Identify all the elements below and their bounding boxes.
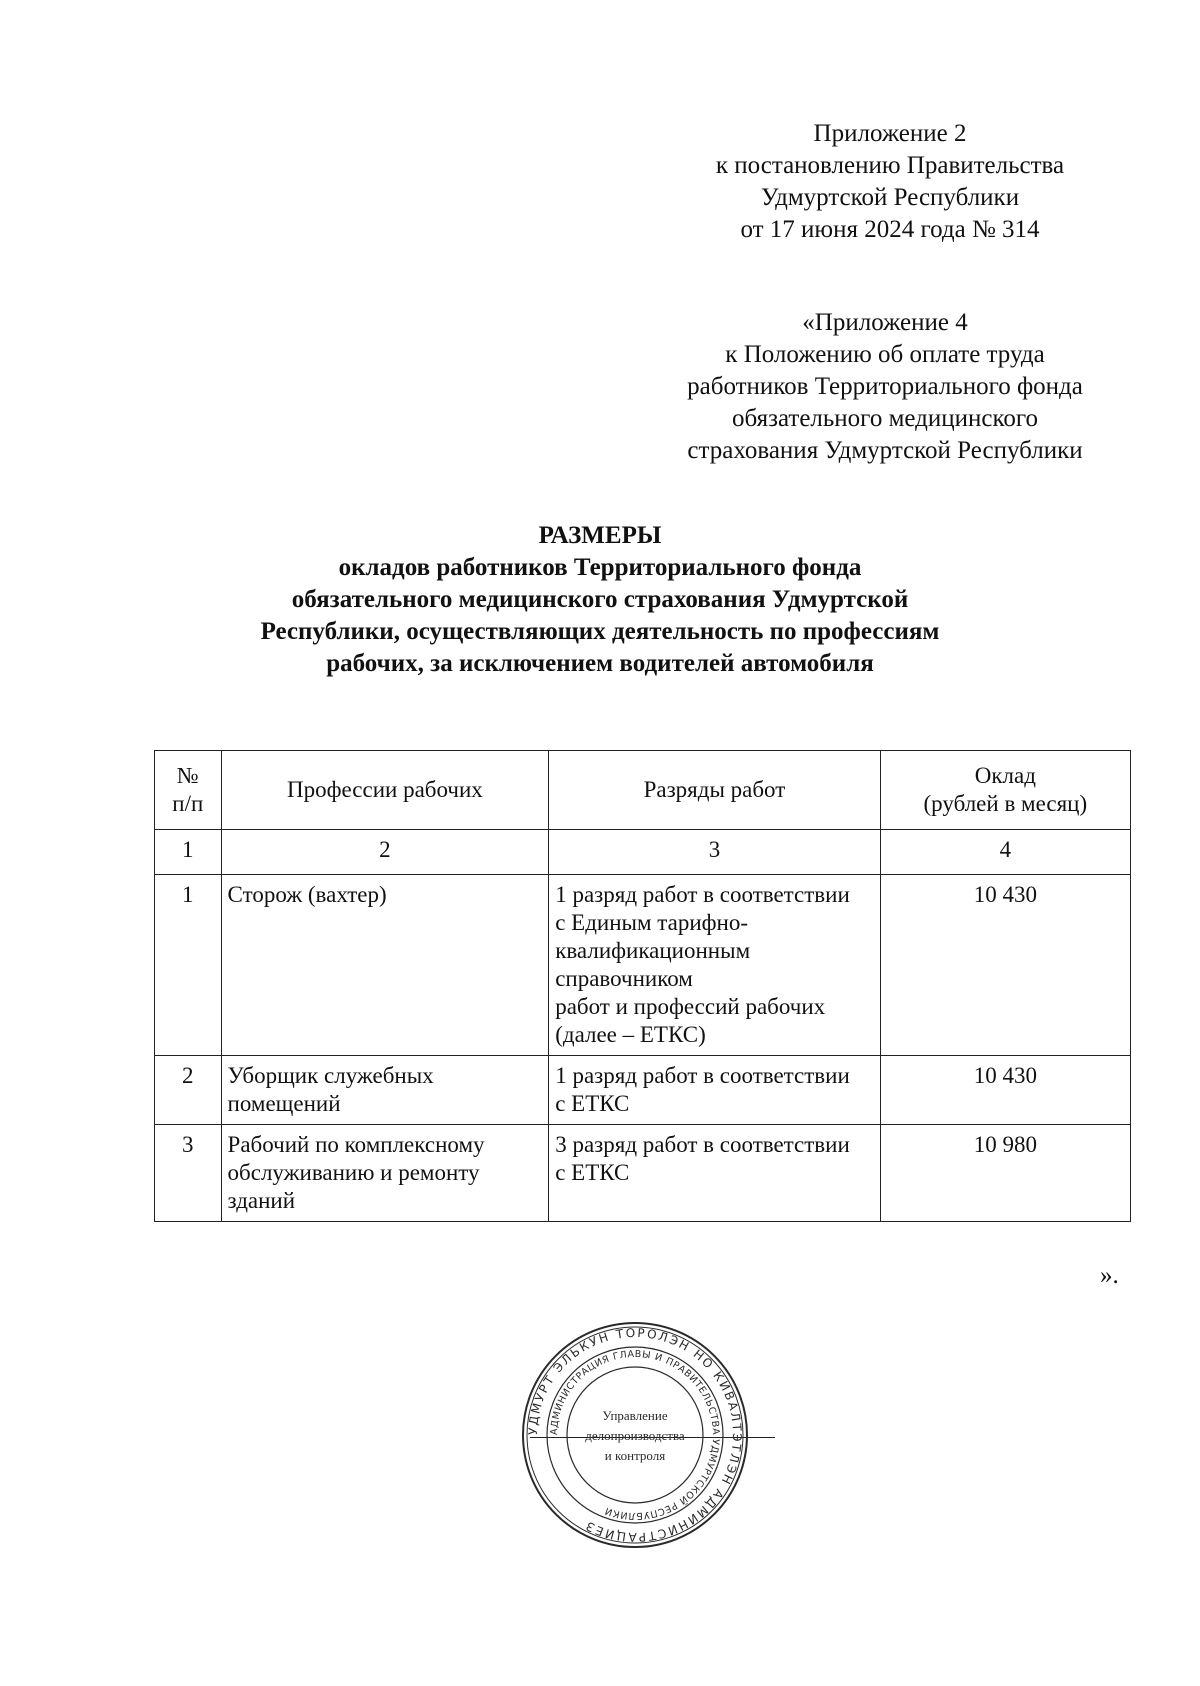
table-row bbox=[155, 1056, 1131, 1125]
appendix-4-line: работников Территориального фонда bbox=[687, 373, 1083, 400]
table-row bbox=[155, 875, 1131, 1056]
appendix-2-line: к постановлению Правительства bbox=[715, 152, 1065, 179]
index-cell: 2 bbox=[221, 830, 549, 875]
row-profession bbox=[221, 1125, 549, 1222]
row-salary: 10 430 bbox=[880, 875, 1130, 1056]
title-line: Республики, осуществляющих деятельность по профессиям bbox=[260, 618, 940, 645]
title-line: обязательного медицинского страхования Удмуртской bbox=[291, 586, 909, 613]
seal-outer-text: УДМУРТ ЭЛЬКУН ТОРОЛЭН НО КИВАЛТЭТЛЭН АДМИНИСТРАЦИЕЗ bbox=[525, 1325, 745, 1545]
appendix-4-line: к Положению об оплате труда bbox=[725, 341, 1045, 368]
title-heading: РАЗМЕРЫ bbox=[538, 522, 662, 549]
appendix-2-line: Приложение 2 bbox=[813, 120, 967, 147]
grade-line: 1 разряд работ в соответствии bbox=[555, 882, 850, 907]
seal-center-line: Управление bbox=[602, 1408, 668, 1423]
grade-line: квалификационным bbox=[555, 938, 751, 963]
header-salary bbox=[880, 751, 1130, 830]
title-line: окладов работников Территориального фонда bbox=[338, 554, 862, 581]
row-profession: Сторож (вахтер) bbox=[221, 875, 549, 1056]
profession-line: обслуживанию и ремонту bbox=[227, 1160, 480, 1185]
appendix-4-line: обязательного медицинского bbox=[731, 405, 1038, 432]
appendix-4-header bbox=[640, 307, 1130, 467]
profession-line: зданий bbox=[227, 1188, 296, 1213]
index-cell: 4 bbox=[880, 830, 1130, 875]
table-header-row bbox=[155, 751, 1131, 830]
row-profession bbox=[221, 1056, 549, 1125]
appendix-4-line: страхования Удмуртской Республики bbox=[687, 437, 1083, 464]
header-profession: Профессии рабочих bbox=[221, 751, 549, 830]
header-grade: Разряды работ bbox=[549, 751, 880, 830]
index-cell: 1 bbox=[155, 830, 222, 875]
profession-line: Рабочий по комплексному bbox=[227, 1132, 485, 1157]
profession-line: Уборщик служебных bbox=[227, 1063, 434, 1088]
row-salary: 10 430 bbox=[880, 1056, 1130, 1125]
seal-center-line: и контроля bbox=[604, 1448, 666, 1463]
row-grade bbox=[549, 875, 880, 1056]
appendix-2-header bbox=[660, 118, 1120, 246]
grade-line: с ЕТКС bbox=[555, 1160, 630, 1185]
row-num: 2 bbox=[155, 1056, 222, 1125]
document-title bbox=[180, 520, 1020, 680]
appendix-2-line: Удмуртской Республики bbox=[760, 184, 1020, 211]
grade-line: 3 разряд работ в соответствии bbox=[555, 1132, 850, 1157]
header-num-line: п/п bbox=[172, 791, 204, 816]
row-num: 3 bbox=[155, 1125, 222, 1222]
grade-line: (далее – ЕТКС) bbox=[555, 1022, 706, 1047]
row-grade bbox=[549, 1056, 880, 1125]
grade-line: 1 разряд работ в соответствии bbox=[555, 1063, 850, 1088]
row-salary: 10 980 bbox=[880, 1125, 1130, 1222]
grade-line: с Единым тарифно- bbox=[555, 910, 749, 935]
table-index-row bbox=[155, 830, 1131, 875]
header-salary-line: (рублей в месяц) bbox=[923, 791, 1088, 816]
grade-line: с ЕТКС bbox=[555, 1091, 630, 1116]
profession-line: помещений bbox=[227, 1091, 341, 1116]
grade-line: работ и профессий рабочих bbox=[555, 994, 826, 1019]
official-seal bbox=[520, 1320, 750, 1550]
appendix-2-line: от 17 июня 2024 года № 314 bbox=[740, 216, 1040, 243]
salary-table bbox=[154, 750, 1131, 1222]
header-num-line: № bbox=[176, 763, 199, 788]
grade-line: справочником bbox=[555, 966, 693, 991]
header-num bbox=[155, 751, 222, 830]
row-grade bbox=[549, 1125, 880, 1222]
table-row bbox=[155, 1125, 1131, 1222]
title-line: рабочих, за исключением водителей автомобиля bbox=[326, 650, 874, 677]
row-num: 1 bbox=[155, 875, 222, 1056]
appendix-4-line: «Приложение 4 bbox=[802, 309, 968, 336]
closing-quote: ». bbox=[1100, 1262, 1119, 1289]
index-cell: 3 bbox=[549, 830, 880, 875]
header-salary-line: Оклад bbox=[974, 763, 1036, 788]
seal-inner-text: АДМИНИСТРАЦИЯ ГЛАВЫ И ПРАВИТЕЛЬСТВА УДМУРТСКОЙ РЕСПУБЛИКИ bbox=[548, 1348, 722, 1522]
seal-center-line: делопроизводства bbox=[585, 1428, 685, 1443]
